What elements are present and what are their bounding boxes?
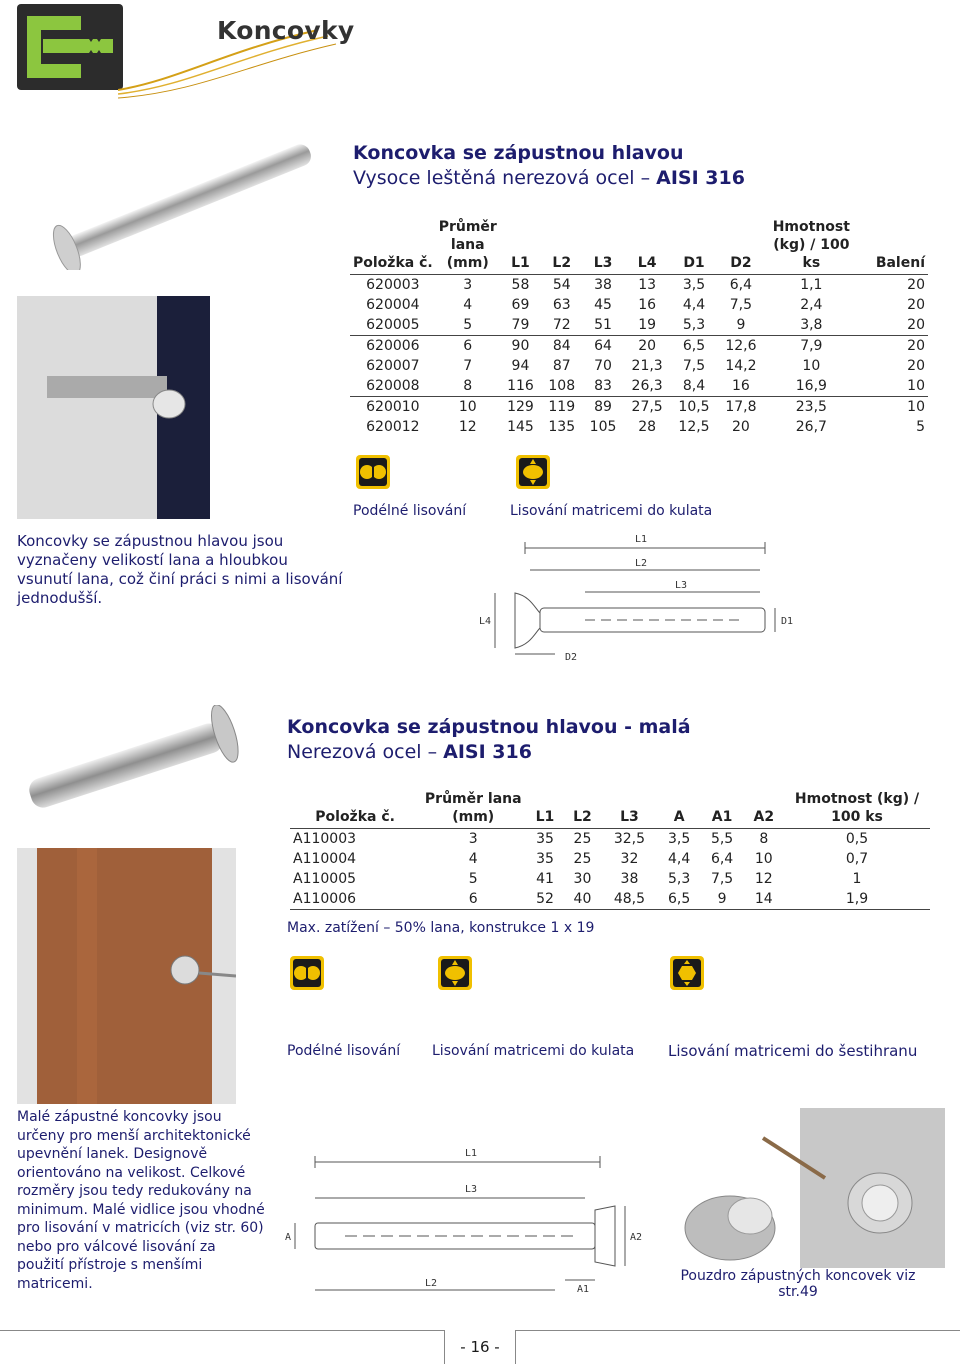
cell: 26,7 xyxy=(795,419,827,435)
cell: 3,8 xyxy=(800,317,823,333)
brand-logo xyxy=(17,4,123,90)
cell: 38 xyxy=(594,277,612,293)
cell: 38 xyxy=(620,871,639,887)
table-row xyxy=(290,849,930,869)
th-d1: D1 xyxy=(683,255,705,271)
cell: 52 xyxy=(536,891,554,907)
section2-subtitle: Nerezová ocel – AISI 316 xyxy=(287,741,532,763)
th-weight: Hmotnost (kg) / 100 ks xyxy=(772,219,850,271)
cell: 4,4 xyxy=(668,851,691,867)
cell: 41 xyxy=(536,871,554,887)
cell: 87 xyxy=(552,358,571,374)
max-load-note: Max. zatížení – 50% lana, konstrukce 1 x 19 xyxy=(287,920,595,936)
table-row xyxy=(350,336,928,357)
cell: 32,5 xyxy=(613,831,646,847)
cell: 8,4 xyxy=(682,378,706,394)
cell: 10 xyxy=(436,397,500,418)
cell: 8 xyxy=(759,831,769,847)
cell: 12,6 xyxy=(717,336,764,357)
cell: 26,3 xyxy=(631,378,663,394)
installation-photo-2 xyxy=(17,848,236,1104)
table-row xyxy=(350,295,928,315)
table-row xyxy=(350,417,928,437)
cell: 7,5 xyxy=(729,297,753,313)
cell: 16,9 xyxy=(795,378,827,394)
cell: 6 xyxy=(436,336,500,357)
cell: 620003 xyxy=(366,277,420,293)
longitudinal-crimp-icon xyxy=(356,455,390,489)
dim-label-l1: L1 xyxy=(635,534,648,545)
cell: 90 xyxy=(500,336,541,357)
hexagon-die-crimp-icon xyxy=(670,956,704,990)
dim-label-l2: L2 xyxy=(635,558,648,569)
cell: 21,3 xyxy=(631,358,663,374)
cell: 5,3 xyxy=(682,317,706,333)
cell: 1,9 xyxy=(845,891,869,907)
cell: 620007 xyxy=(366,358,420,374)
cell: 89 xyxy=(582,397,623,418)
th-a: A xyxy=(673,809,685,825)
cell: 13 xyxy=(638,277,657,293)
cell: 5,3 xyxy=(668,871,691,887)
page-number: - 16 - xyxy=(444,1330,516,1364)
cell: 12 xyxy=(754,871,773,887)
cell: 16 xyxy=(731,378,750,394)
th-diameter: Průměr lana (mm) xyxy=(424,791,522,825)
cell: 14,2 xyxy=(725,358,757,374)
dim-label-l3: L3 xyxy=(675,580,688,591)
th-item: Položka č. xyxy=(315,809,395,825)
section2-title: Koncovka se zápustnou hlavou - malá xyxy=(287,716,691,738)
cell: 145 xyxy=(507,419,534,435)
th-d2: D2 xyxy=(730,255,752,271)
th-l3: L3 xyxy=(620,809,639,825)
cell: 19 xyxy=(638,317,657,333)
section1-spec-table xyxy=(350,218,928,437)
cell: 10 xyxy=(802,358,821,374)
th-weight: Hmotnost (kg) / 100 ks xyxy=(794,791,920,825)
th-pack: Balení xyxy=(875,255,925,271)
dim-label-d1: D1 xyxy=(781,616,794,627)
cell: 51 xyxy=(594,317,612,333)
caption-round-die-crimp: Lisování matricemi do kulata xyxy=(432,1043,635,1059)
installation-photo-1 xyxy=(17,296,210,519)
table-row xyxy=(350,376,928,397)
cell: 17,8 xyxy=(717,397,764,418)
section1-description: Koncovky se zápustnou hlavou jsou vyznačeny velikostí lana a hloubkou vsunutí lana, což činí práci s nimi a lisování jednodušší. xyxy=(17,532,343,607)
cell: 40 xyxy=(573,891,592,907)
housing-caption: Pouzdro zápustných koncovek viz str.49 xyxy=(680,1268,916,1300)
cell: 129 xyxy=(500,397,541,418)
cell: 32 xyxy=(620,851,639,867)
cell: A110006 xyxy=(293,891,357,907)
table-row xyxy=(350,315,928,336)
cell: 620004 xyxy=(366,297,420,313)
dim-label-d2: D2 xyxy=(565,652,578,663)
section2-dimension-drawing xyxy=(285,1140,645,1300)
countersunk-end-fitting-image xyxy=(20,140,330,270)
section1-subtitle: Vysoce leštěná nerezová ocel – AISI 316 xyxy=(353,167,745,189)
cell: 6 xyxy=(468,891,478,907)
cell: 7,9 xyxy=(764,336,858,357)
cell: 9 xyxy=(717,891,727,907)
cell: 14 xyxy=(754,891,773,907)
th-l1: L1 xyxy=(511,255,530,271)
cell: 7,5 xyxy=(682,358,706,374)
cell: 7,5 xyxy=(710,871,734,887)
cell: 20 xyxy=(907,358,925,374)
cell: 64 xyxy=(582,336,623,357)
dim-label-a: A xyxy=(285,1232,292,1243)
cell: 10 xyxy=(754,851,773,867)
cell: 12 xyxy=(458,419,477,435)
cell: 54 xyxy=(552,277,571,293)
cell: 6,5 xyxy=(668,891,691,907)
table-row xyxy=(290,889,930,910)
cell: 27,5 xyxy=(624,397,671,418)
cell: 69 xyxy=(511,297,530,313)
cell: 620006 xyxy=(350,336,436,357)
cell: 25 xyxy=(573,851,592,867)
round-die-crimp-icon xyxy=(516,455,550,489)
cell: 20 xyxy=(624,336,671,357)
cell: 620010 xyxy=(350,397,436,418)
th-a1: A1 xyxy=(711,809,733,825)
cell: 3,5 xyxy=(668,831,691,847)
table-row xyxy=(350,397,928,418)
cell: 58 xyxy=(511,277,530,293)
round-die-crimp-icon xyxy=(438,956,472,990)
cell: 23,5 xyxy=(764,397,858,418)
cell: 5 xyxy=(463,317,473,333)
cell: 9 xyxy=(736,317,746,333)
table-row xyxy=(350,356,928,376)
cell: 620012 xyxy=(366,419,420,435)
cell: 6,4 xyxy=(710,851,734,867)
cell: 20 xyxy=(858,336,928,357)
th-diameter: Průměr lana (mm) xyxy=(438,219,497,271)
section2-spec-table xyxy=(290,790,930,910)
cell: 7 xyxy=(463,358,473,374)
caption-longitudinal-crimp: Podélné lisování xyxy=(287,1043,401,1059)
cell: 16 xyxy=(638,297,657,313)
cell: 10,5 xyxy=(671,397,718,418)
cell: 116 xyxy=(507,378,534,394)
th-l1: L1 xyxy=(535,809,555,825)
th-a2: A2 xyxy=(753,809,775,825)
cell: A110005 xyxy=(293,871,357,887)
section1-dimension-drawing xyxy=(475,528,805,663)
cell: 620008 xyxy=(366,378,420,394)
longitudinal-crimp-icon xyxy=(290,956,324,990)
cell: 3 xyxy=(468,831,478,847)
cell: 1,1 xyxy=(800,277,823,293)
cell: 8 xyxy=(463,378,473,394)
cell: 1 xyxy=(852,871,862,887)
cell: 63 xyxy=(552,297,571,313)
cell: 35 xyxy=(536,831,554,847)
cell: 0,5 xyxy=(845,831,869,847)
dim-label-a1: A1 xyxy=(577,1284,590,1295)
cell: 5 xyxy=(916,419,925,435)
cell: 2,4 xyxy=(800,297,823,313)
cell: 72 xyxy=(552,317,571,333)
cell: 108 xyxy=(548,378,576,394)
cell: A110004 xyxy=(293,851,357,867)
caption-longitudinal-crimp: Podélné lisování xyxy=(353,503,467,519)
dim-label-a2: A2 xyxy=(630,1232,643,1243)
cell: 4,4 xyxy=(682,297,706,313)
small-countersunk-end-fitting-image xyxy=(15,705,270,815)
cell: 45 xyxy=(594,297,612,313)
cell: 4 xyxy=(468,851,478,867)
cell: 135 xyxy=(548,419,576,435)
cell: 5,5 xyxy=(710,831,734,847)
cell: 105 xyxy=(589,419,617,435)
section2-description: Malé zápustné koncovky jsou určeny pro menší architektonické upevnění lanek. Designově orientováno na velikost. Celkové rozměry jsou tedy redukovány na minimum. Malé vidlice jsou vhodné pro lisování v matricích (viz str. 60) nebo pro válcové lisování za použití přístroje s menšími matricemi. xyxy=(17,1109,265,1292)
cell: 20 xyxy=(907,277,925,293)
cell: 48,5 xyxy=(613,891,646,907)
cell: 79 xyxy=(511,317,530,333)
cell: 84 xyxy=(541,336,582,357)
th-item: Položka č. xyxy=(353,255,433,271)
cell: 620005 xyxy=(366,317,420,333)
cell: 28 xyxy=(638,419,657,435)
cell: 5 xyxy=(468,871,478,887)
cell: 20 xyxy=(907,297,925,313)
th-l3: L3 xyxy=(593,255,613,271)
dim-label-l3: L3 xyxy=(465,1184,478,1195)
cell: 3 xyxy=(463,277,473,293)
th-l4: L4 xyxy=(637,255,657,271)
dim-label-l4: L4 xyxy=(479,616,492,627)
th-l2: L2 xyxy=(552,255,572,271)
caption-round-die-crimp: Lisování matricemi do kulata xyxy=(510,503,713,519)
cell: 94 xyxy=(511,358,530,374)
table-row xyxy=(290,869,930,889)
cell: 10 xyxy=(858,397,928,418)
cell: A110003 xyxy=(293,831,357,847)
cell: 119 xyxy=(541,397,582,418)
cell: 10 xyxy=(907,378,925,394)
dim-label-l2: L2 xyxy=(425,1278,438,1289)
cell: 70 xyxy=(594,358,612,374)
cell: 6,5 xyxy=(671,336,718,357)
housing-photo xyxy=(675,1108,945,1268)
cell: 3,5 xyxy=(682,277,706,293)
page-title: Koncovky xyxy=(217,16,355,45)
cell: 12,5 xyxy=(678,419,710,435)
caption-hexagon-die-crimp: Lisování matricemi do šestihranu xyxy=(668,1042,918,1060)
section1-title: Koncovka se zápustnou hlavou xyxy=(353,142,684,164)
table-row xyxy=(350,275,928,296)
cell: 0,7 xyxy=(845,851,869,867)
cell: 25 xyxy=(573,831,592,847)
th-l2: L2 xyxy=(573,809,592,825)
dim-label-l1: L1 xyxy=(465,1148,478,1159)
cell: 20 xyxy=(907,317,925,333)
cell: 20 xyxy=(731,419,750,435)
table-row xyxy=(290,829,930,850)
cell: 4 xyxy=(463,297,473,313)
cell: 83 xyxy=(594,378,612,394)
cell: 35 xyxy=(536,851,554,867)
cell: 6,4 xyxy=(729,277,753,293)
cell: 30 xyxy=(573,871,592,887)
